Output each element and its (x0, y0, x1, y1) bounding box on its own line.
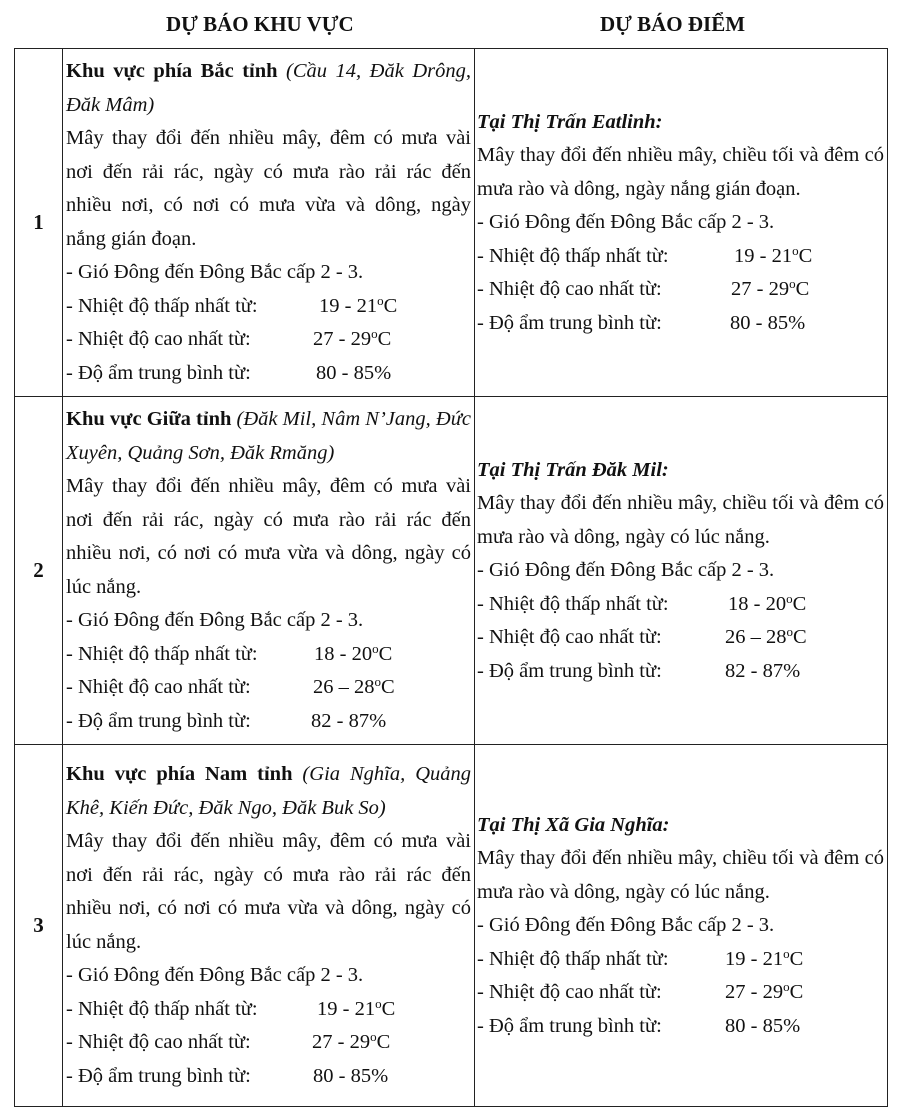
point-min-temp: - Nhiệt độ thấp nhất từ: 19 - 21$^o$C (477, 242, 813, 267)
region-areas: (Cầu 14, Đăk Drông, Đăk Mâm) (66, 60, 471, 116)
point-forecast-cell (475, 49, 888, 397)
row-number: 3 (15, 745, 63, 1107)
point-forecast-cell (475, 397, 888, 745)
point-min-temp: - Nhiệt độ thấp nhất từ: 19 - 21$^o$C (477, 945, 804, 970)
point-humidity: - Độ ẩm trung bình từ: 82 - 87% (477, 659, 801, 682)
region-min-temp: - Nhiệt độ thấp nhất từ: 18 - 20$^o$C (66, 640, 393, 665)
region-wind: - Gió Đông đến Đông Bắc cấp 2 - 3. (66, 964, 364, 986)
point-forecast-cell (475, 745, 888, 1107)
region-name: Khu vực Giữa tỉnh (66, 408, 232, 430)
point-description: Mây thay đổi đến nhiều mây, chiều tối và đêm có mưa rào và dông, ngày có lúc nắng. (477, 847, 884, 903)
table-row (15, 49, 888, 397)
region-max-temp: - Nhiệt độ cao nhất từ: 27 - 29$^o$C (66, 1029, 391, 1053)
point-title: Tại Thị Trấn Eatlinh: (477, 111, 663, 133)
region-max-temp: - Nhiệt độ cao nhất từ: 27 - 29$^o$C (66, 326, 392, 350)
point-min-temp: - Nhiệt độ thấp nhất từ: 18 - 20$^o$C (477, 590, 807, 615)
table-row (15, 745, 888, 1107)
regional-forecast-cell (63, 397, 475, 745)
row-number: 2 (15, 397, 63, 745)
point-wind: - Gió Đông đến Đông Bắc cấp 2 - 3. (477, 211, 775, 233)
forecast-table (14, 48, 888, 1107)
point-title: Tại Thị Xã Gia Nghĩa: (477, 814, 670, 836)
point-wind: - Gió Đông đến Đông Bắc cấp 2 - 3. (477, 559, 775, 581)
point-max-temp: - Nhiệt độ cao nhất từ: 26 – 28$^o$C (477, 624, 807, 648)
region-name: Khu vực phía Nam tỉnh (66, 763, 293, 785)
regional-forecast-cell (63, 49, 475, 397)
table-row (15, 397, 888, 745)
region-wind: - Gió Đông đến Đông Bắc cấp 2 - 3. (66, 261, 364, 283)
region-name: Khu vực phía Bắc tỉnh (66, 60, 278, 82)
region-description: Mây thay đổi đến nhiều mây, đêm có mưa vài nơi đến rải rác, ngày có mưa rào rải rác đến nhiều nơi, có nơi có mưa vừa và dông, ngày nắng gián đoạn. (66, 127, 471, 250)
region-title (66, 55, 471, 122)
region-title (66, 758, 471, 825)
point-description: Mây thay đổi đến nhiều mây, chiều tối và đêm có mưa rào và dông, ngày nắng gián đoạn. (477, 144, 884, 200)
table-header (0, 0, 900, 48)
row-number: 1 (15, 49, 63, 397)
point-title: Tại Thị Trấn Đăk Mil: (477, 459, 669, 481)
point-humidity: - Độ ẩm trung bình từ: 80 - 85% (477, 311, 806, 334)
region-wind: - Gió Đông đến Đông Bắc cấp 2 - 3. (66, 609, 364, 631)
region-description: Mây thay đổi đến nhiều mây, đêm có mưa vài nơi đến rải rác, ngày có mưa rào rải rác đến nhiều nơi, có nơi có mưa vừa và dông, ngày có lúc nắng. (66, 475, 471, 598)
region-min-temp: - Nhiệt độ thấp nhất từ: 19 - 21$^o$C (66, 995, 396, 1020)
region-description: Mây thay đổi đến nhiều mây, đêm có mưa vài nơi đến rải rác, ngày có mưa rào rải rác đến nhiều nơi, có nơi có mưa vừa và dông, ngày có lúc nắng. (66, 830, 471, 953)
region-humidity: - Độ ẩm trung bình từ: 80 - 85% (66, 361, 392, 384)
region-min-temp: - Nhiệt độ thấp nhất từ: 19 - 21$^o$C (66, 292, 398, 317)
point-description: Mây thay đổi đến nhiều mây, chiều tối và đêm có mưa rào và dông, ngày có lúc nắng. (477, 492, 884, 548)
point-wind: - Gió Đông đến Đông Bắc cấp 2 - 3. (477, 914, 775, 936)
point-max-temp: - Nhiệt độ cao nhất từ: 27 - 29$^o$C (477, 276, 810, 300)
point-max-temp: - Nhiệt độ cao nhất từ: 27 - 29$^o$C (477, 979, 804, 1003)
region-areas: (Gia Nghĩa, Quảng Khê, Kiến Đức, Đăk Ngo, Đăk Buk So) (66, 763, 471, 819)
region-max-temp: - Nhiệt độ cao nhất từ: 26 – 28$^o$C (66, 674, 395, 698)
header-point-forecast: DỰ BÁO ĐIỂM (600, 12, 746, 36)
point-humidity: - Độ ẩm trung bình từ: 80 - 85% (477, 1014, 801, 1037)
header-regional-forecast: DỰ BÁO KHU VỰC (166, 12, 354, 36)
region-areas: (Đăk Mil, Nâm N’Jang, Đức Xuyên, Quảng Sơn, Đăk Rmăng) (66, 408, 471, 464)
regional-forecast-cell (63, 745, 475, 1107)
region-title (66, 403, 471, 470)
region-humidity: - Độ ẩm trung bình từ: 82 - 87% (66, 709, 387, 732)
region-humidity: - Độ ẩm trung bình từ: 80 - 85% (66, 1064, 389, 1087)
